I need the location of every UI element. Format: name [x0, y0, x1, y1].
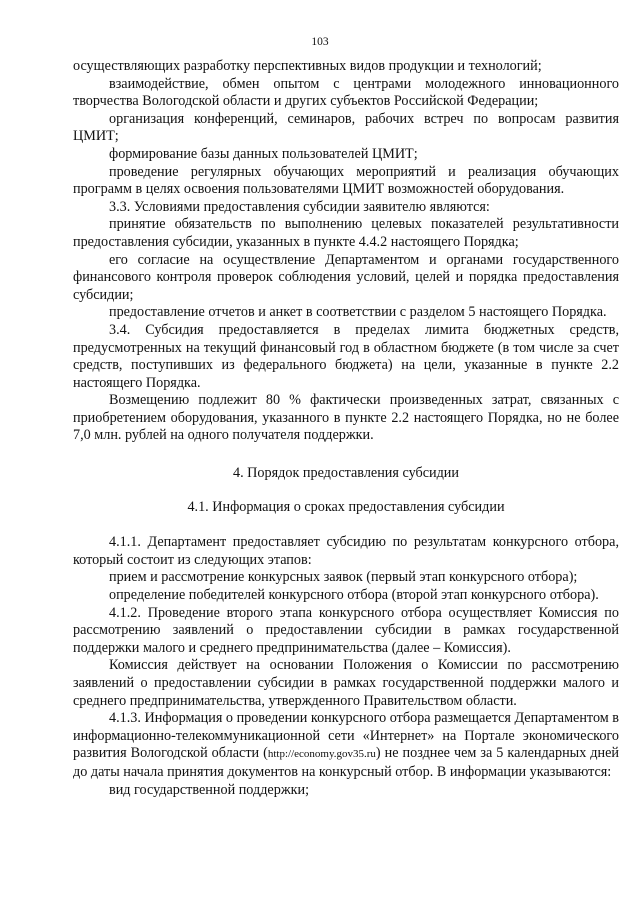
paragraph: организация конференций, семинаров, рабочих встреч по вопросам развития ЦМИТ;	[73, 110, 619, 145]
section-heading: 4. Порядок предоставления субсидии	[232, 465, 459, 482]
document-body	[73, 58, 619, 799]
paragraph: определение победителей конкурсного отбора (второй этап конкурсного отбора).	[109, 587, 599, 604]
subsection-heading: 4.1. Информация о сроках предоставления субсидии	[187, 498, 505, 515]
paragraph: проведение регулярных обучающих мероприятий и реализация обучающих программ в целях освоения пользователями ЦМИТ возможностей оборудования.	[73, 163, 619, 198]
paragraph: его согласие на осуществление Департаментом и органами государственного финансового контроля проверок соблюдения условий, целей и порядка предоставления субсидии;	[73, 251, 619, 303]
paragraph: 3.3. Условиями предоставления субсидии заявителю являются:	[109, 198, 490, 215]
paragraph: 4.1.2. Проведение второго этапа конкурсного отбора осуществляет Комиссия по рассмотрению заявлений о предоставлении субсидии в рамках государственной поддержки малого и среднего предпринимательства (далее – Комиссия).	[73, 604, 619, 656]
portal-link[interactable]: http://economy.gov35.ru	[267, 748, 376, 761]
bottom-paragraphs	[73, 534, 619, 710]
top-paragraphs	[73, 58, 619, 445]
page-number: 103	[311, 36, 329, 48]
paragraph-4-1-3-text-before: 4.1.3. Информация о проведении конкурсного отбора размещается Департаментом в информационно-телекоммуникационной сети «Интернет» на Портале экономического развития Вологодской области (	[73, 710, 619, 762]
paragraph-4-1-3	[73, 710, 619, 781]
paragraph: взаимодействие, обмен опытом с центрами молодежного инновационного творчества Вологодской области и других субъектов Российской Федерации;	[73, 75, 619, 110]
paragraph: 4.1.1. Департамент предоставляет субсидию по результатам конкурсного отбора, который состоит из следующих этапов:	[73, 534, 619, 568]
paragraph: принятие обязательств по выполнению целевых показателей результативности предоставления субсидии, указанных в пункте 4.4.2 настоящего Порядка;	[73, 216, 619, 250]
paragraph: осуществляющих разработку перспективных видов продукции и технологий;	[73, 58, 542, 74]
paragraph: формирование базы данных пользователей ЦМИТ;	[109, 145, 418, 162]
paragraph: прием и рассмотрение конкурсных заявок (первый этап конкурсного отбора);	[109, 569, 578, 586]
paragraph: 3.4. Субсидия предоставляется в пределах лимита бюджетных средств, предусмотренных на текущий финансовый год в областном бюджете (в том числе за счет средств, поступивших из федерального бюджета) на цели, указанные в пункте 2.2 настоящего Порядка.	[73, 321, 619, 391]
paragraph-last: вид государственной поддержки;	[109, 781, 310, 798]
paragraph: Комиссия действует на основании Положения о Комиссии по рассмотрению заявлений о предоставлении субсидии в рамках государственной поддержки малого и среднего предпринимательства, утвержденного Правительством области.	[73, 657, 619, 709]
paragraph: Возмещению подлежит 80 % фактически произведенных затрат, связанных с приобретением оборудования, указанного в пункте 2.2 настоящего Порядка, но не более 7,0 млн. рублей на одного получателя поддержки.	[73, 392, 619, 444]
paragraph: предоставление отчетов и анкет в соответствии с разделом 5 настоящего Порядка.	[109, 304, 607, 321]
paragraph-4-1-3-text-after: ) не позднее чем за 5 календарных дней до даты начала принятия документов на конкурсный отбор. В информации указываются:	[73, 745, 619, 780]
